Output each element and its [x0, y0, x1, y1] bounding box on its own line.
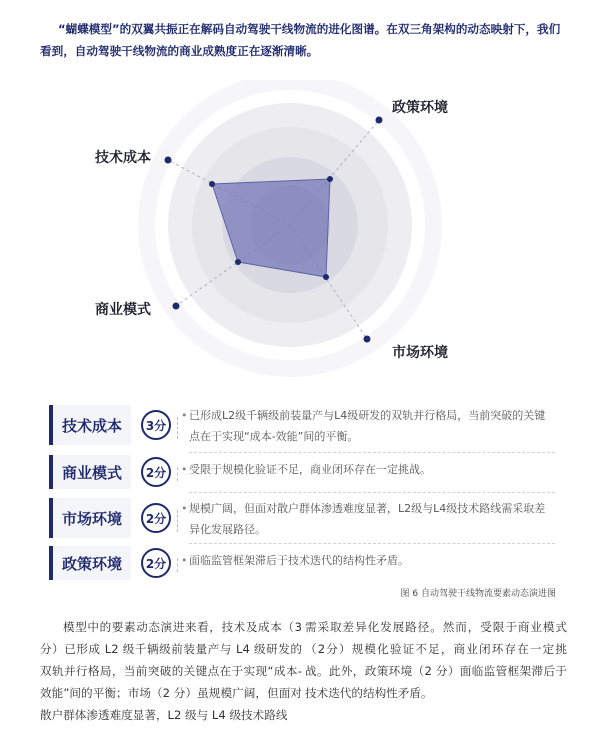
- vertex-policy: [327, 176, 333, 182]
- row-divider: [189, 492, 555, 493]
- factor-label: 政策环境: [49, 546, 131, 580]
- score-badge: 3分: [141, 410, 171, 440]
- factor-label: 商业模式: [49, 455, 131, 489]
- intro-paragraph: “蝴蝶模型”的双翼共振正在解码自动驾驶干线物流的进化图谱。在双三角架构的动态映射下，我们看到，自动驾驶干线物流的商业成熟度正在逐渐清晰。: [40, 22, 561, 58]
- vertex-tech-cost: [209, 181, 215, 187]
- figure-caption: 图 6 自动驾驶干线物流要素动态演进图: [400, 589, 556, 599]
- factor-row-market: [49, 498, 555, 542]
- axis-label-policy: 政策环境: [392, 100, 448, 116]
- vertex-market: [323, 274, 329, 280]
- bullet-dot: •: [181, 554, 188, 567]
- axis-label-tech-cost: 技术成本: [95, 150, 151, 166]
- row-divider: [189, 452, 555, 453]
- axis-end-dot-tech-cost: [165, 157, 172, 164]
- bullet-dot: •: [181, 463, 188, 476]
- axis-end-dot-policy: [376, 117, 383, 124]
- axis-label-business: 商业模式: [95, 302, 151, 318]
- dashed-separator: [177, 558, 178, 572]
- vertex-business: [235, 259, 241, 265]
- factor-row-tech-cost: [49, 405, 555, 449]
- factor-description: • 受限于规模化验证不足，商业闭环存在一定挑战。: [189, 459, 554, 480]
- factor-row-business: [49, 455, 555, 491]
- axis-end-dot-business: [173, 303, 180, 310]
- bullet-dot: •: [181, 409, 188, 422]
- score-badge: 2分: [141, 503, 171, 533]
- factor-description: • 面临监管框架滞后于技术迭代的结构性矛盾。: [189, 550, 554, 571]
- row-divider: [189, 543, 555, 544]
- factor-row-policy: [49, 546, 555, 582]
- radar-chart: [0, 80, 605, 400]
- axis-end-dot-market: [364, 336, 371, 343]
- radar-graphic: [0, 80, 605, 400]
- factor-label: 市场环境: [49, 498, 131, 538]
- body-text-left: 模型中的要素动态演进来看，技术及成本（3分）已形成 L2 级千辆级前装量产与 L4 级研发的双轨并行格局，当前突破的关键点在于实现“成本-效能”间的平衡；市场（2 分）虽规模广阔，但面对散户群体渗透难度显著，L2 级与 L4 级技术路线: [40, 620, 302, 722]
- axis-label-market: 市场环境: [392, 345, 448, 361]
- bullet-dot: •: [181, 502, 188, 515]
- dashed-separator: [177, 510, 178, 532]
- score-badge: 2分: [141, 457, 171, 487]
- factor-description: • 规模广阔，但面对散户群体渗透难度显著，L2级与L4级技术路线需采取差异化发展路径。: [189, 498, 554, 540]
- dashed-separator: [177, 417, 178, 439]
- dashed-separator: [177, 467, 178, 481]
- factor-label: 技术成本: [49, 405, 131, 445]
- score-badge: 2分: [141, 548, 171, 578]
- body-text-right: 需采取差异化发展路径。然而，受限于商业模式（2分）规模化验证不足，商业闭环存在一定挑战。此外，政策环境（2 分）面临监管框架滞后于技术迭代的结构性矛盾。: [305, 620, 567, 700]
- factor-description: • 已形成L2级千辆级前装量产与L4级研发的双轨并行格局，当前突破的关键点在于实现“成本-效能”间的平衡。: [189, 405, 554, 447]
